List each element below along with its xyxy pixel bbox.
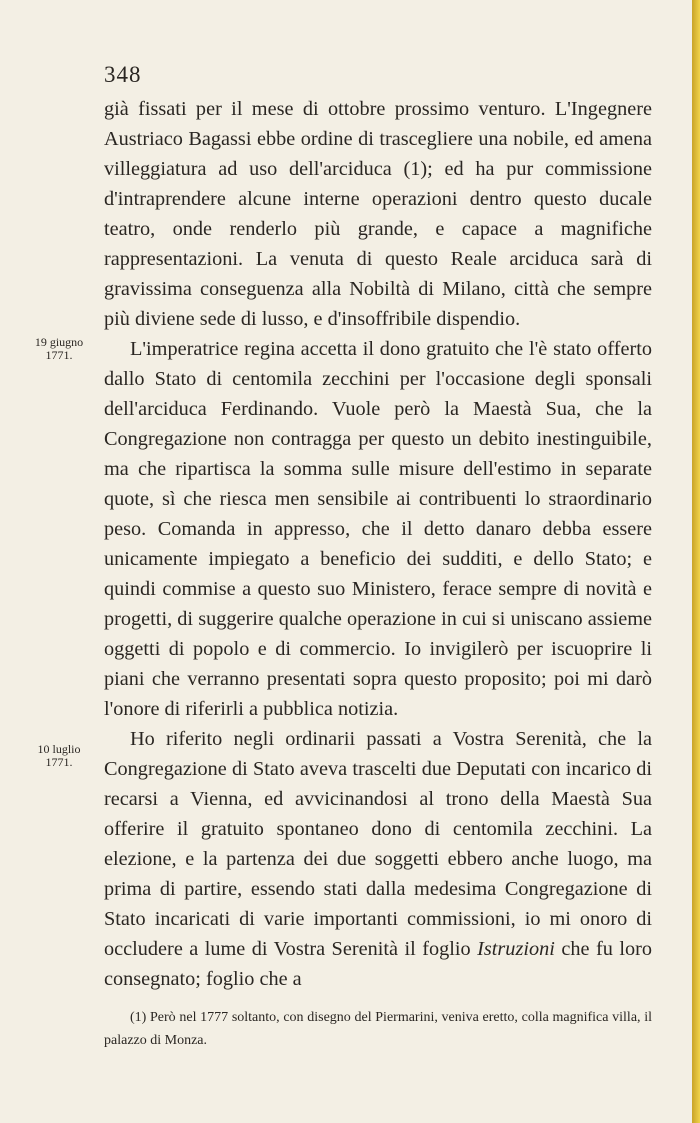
margin-note-date: [20, 743, 98, 769]
margin-note-year: 1771.: [45, 755, 73, 769]
page-number: 348: [104, 62, 142, 87]
margin-note-day: 10 luglio: [37, 742, 81, 756]
paragraph: [104, 724, 652, 994]
footnote: (1) Però nel 1777 soltanto, con disegno del Piermarini, veniva eretto, colla magnifica villa, il palazzo di Monza.: [104, 1010, 652, 1048]
paragraph-text: Ho riferito negli ordinarii passati a Vostra Serenità, che la Congregazione di Stato aveva trascelti due Deputati con incarico di recarsi a Vienna, ed avvicinandosi al trono della Maestà Sua offerire il gratuito spontaneo dono di centomila zecchini. La elezione, e la partenza dei due soggetti ebbero anche luogo, ma prima di partire, essendo stati dalla medesima Congregazione di Stato incaricati di varie importanti commissioni, io mi onoro di occludere a lume di Vostra Serenità il foglio: [104, 728, 652, 960]
body-text: [104, 94, 652, 994]
paragraph: L'imperatrice regina accetta il dono gratuito che l'è stato offerto dallo Stato di centomila zecchini per l'occasione degli sponsali dell'arciduca Ferdinando. Vuole però la Maestà Sua, che la Congregazione non contragga per questo un debito inestinguibile, ma che ripartisca la somma sulle misure dell'estimo in separate quote, sì che riesca men sensibile ai contribuenti lo straordinario peso. Comanda in appresso, che il detto danaro debba essere unicamente impiegato a beneficio dei sudditi, e dello Stato; e quindi commise a questo suo Ministero, ferace sempre di novità e progetti, di suggerire qualche operazione in cui si uniscano assieme oggetti di popolo e di commercio. Io invigilerò per iscuoprire li piani che verranno presentati sopra questo proposito; poi mi darò l'onore di riferirli a pubblica notizia.: [104, 338, 652, 720]
italic-title: Istruzioni: [477, 938, 555, 960]
paragraph-text: che fu loro consegnato; foglio che a: [104, 938, 652, 990]
margin-note-day: 19 giugno: [34, 335, 84, 349]
paragraph: già fissati per il mese di ottobre prossimo venturo. L'Ingegnere Austriaco Bagassi ebbe ordine di trascegliere una nobile, ed amena villeggiatura ad uso dell'arciduca (1); ed ha pur commissione d'intraprendere alcune interne operazioni dentro questo ducale teatro, onde renderlo più grande, e capace a magnifiche rappresentazioni. La venuta di questo Reale arciduca sarà di gravissima conseguenza alla Nobiltà di Milano, città che sempre più diviene sede di lusso, e d'insoffribile dispendio.: [104, 98, 652, 330]
margin-note-date: [20, 336, 98, 362]
page-edge: [692, 0, 700, 1123]
margin-note-year: 1771.: [45, 348, 73, 362]
